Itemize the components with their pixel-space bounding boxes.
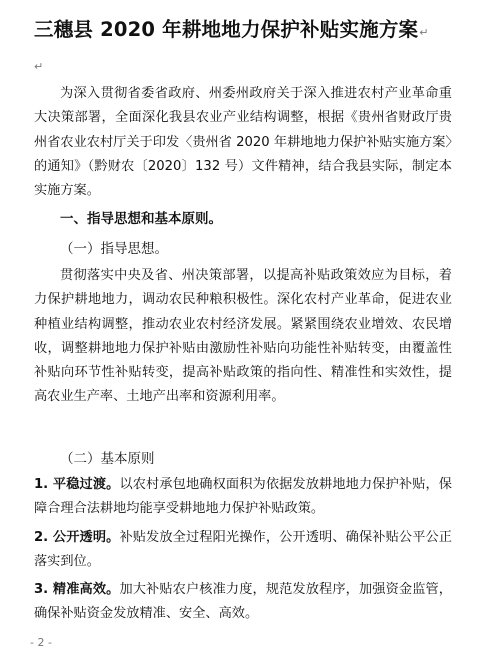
principle-item	[34, 578, 452, 627]
principle-body: 以农村承包地确权面积为依据发放耕地地力保护补贴，保障合理合法耕地均能享受耕地地力保护补贴政策。	[34, 477, 452, 517]
guiding-paragraph: 贯彻落实中央及省、州决策部署，以提高补贴政策效应为目标，着力保护耕地地力，调动农民种粮积极性。深化农村产业革命，促进农业种植业结构调整，推动农业农村经济发展。紧紧围绕农业增效、农民增收，调整耕地地力保护补贴由激励性补贴向功能性补贴转变，由覆盖性补贴向环节性补贴转变，提高补贴政策的指向性、精准性和实效性，提高农业生产率、土地产出率和资源利用率。	[34, 268, 452, 405]
section-heading: 一、指导思想和基本原则。	[60, 211, 222, 227]
paragraph-mark-icon: ↵	[419, 26, 429, 39]
principle-lead: 3. 精准高效。	[34, 582, 120, 597]
intro-paragraph: 为深入贯彻省委省政府、州委州政府关于深入推进农村产业革命重大决策部署，全面深化我县农业产业结构调整，根据《贵州省财政厅贵州省农业农村厅关于印发〈贵州省 2020 年耕地地力保护补贴实施方案〉的通知》（黔财农〔2020〕132 号）文件精神，结合我县实际，制定本实施方案。	[34, 86, 452, 199]
paragraph-mark-icon: ↵	[34, 60, 44, 73]
subsection-heading-guiding: （一）指导思想。	[60, 241, 168, 257]
principle-lead: 2. 公开透明。	[34, 530, 120, 545]
page-number: - 2 -	[30, 636, 52, 649]
subsection-heading-principles: （二）基本原则	[60, 451, 155, 467]
principle-body: 加大补贴农户核准力度，规范发放程序，加强资金监管，确保补贴资金发放精准、安全、高效。	[34, 582, 452, 622]
principle-body: 补贴发放全过程阳光操作，公开透明、确保补贴公平公正落实到位。	[34, 530, 452, 570]
document-title: 三穗县 2020 年耕地地力保护补贴实施方案↵	[34, 18, 429, 41]
principle-lead: 1. 平稳过渡。	[34, 477, 120, 492]
principle-item	[34, 526, 452, 575]
principle-item	[34, 473, 452, 522]
